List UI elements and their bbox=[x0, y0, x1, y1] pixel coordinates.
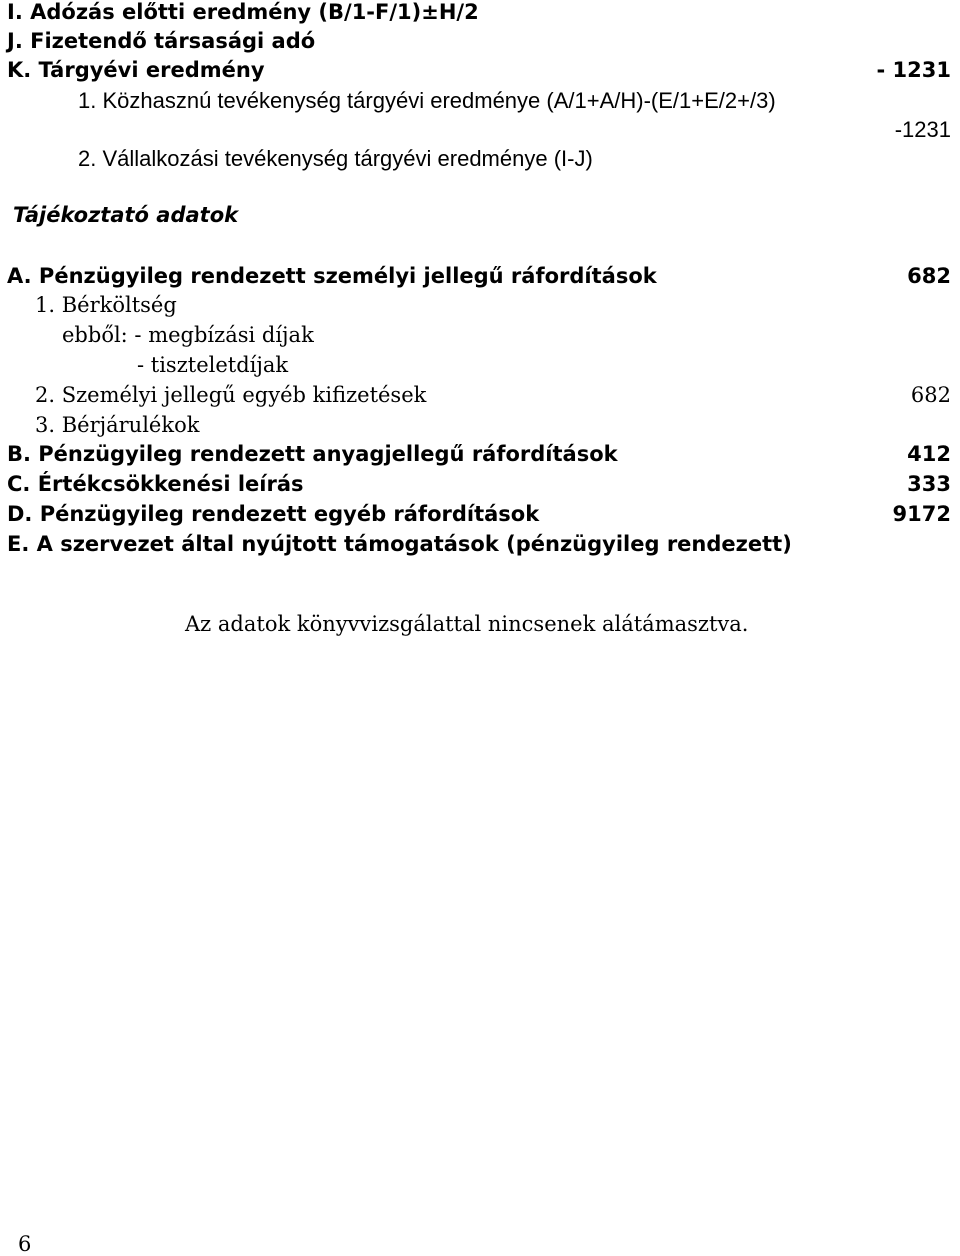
row-j bbox=[0, 29, 960, 59]
audit-note: Az adatok könyvvizsgálattal nincsenek alátámasztva. bbox=[185, 612, 749, 636]
row-k2-label: 2. Vállalkozási tevékenység tárgyévi eredménye (I-J) bbox=[78, 146, 593, 171]
row-c-value: 333 bbox=[907, 472, 951, 496]
row-a-value: 682 bbox=[907, 264, 951, 288]
row-a bbox=[0, 264, 960, 294]
row-k bbox=[0, 58, 960, 88]
row-b-value: 412 bbox=[907, 442, 951, 466]
row-k-label: K. Tárgyévi eredmény bbox=[7, 58, 265, 82]
row-e-label: E. A szervezet által nyújtott támogatások (pénzügyileg rendezett) bbox=[7, 532, 792, 556]
section-heading-row bbox=[0, 203, 960, 233]
page-number: 6 bbox=[18, 1232, 32, 1256]
row-a2 bbox=[0, 383, 960, 413]
row-a1-sub1 bbox=[0, 323, 960, 353]
row-a3-label: 3. Bérjárulékok bbox=[35, 413, 200, 437]
row-k2 bbox=[0, 146, 960, 176]
row-b bbox=[0, 442, 960, 472]
row-a1 bbox=[0, 293, 960, 323]
row-k-value: - 1231 bbox=[876, 58, 951, 82]
row-a2-label: 2. Személyi jellegű egyéb kifizetések bbox=[35, 383, 427, 407]
row-a1-sub2 bbox=[0, 353, 960, 383]
row-a-label: A. Pénzügyileg rendezett személyi jellegű ráfordítások bbox=[7, 264, 657, 288]
row-d-label: D. Pénzügyileg rendezett egyéb ráfordítások bbox=[7, 502, 540, 526]
row-k1-value: -1231 bbox=[894, 117, 951, 142]
row-k1-label: 1. Közhasznú tevékenység tárgyévi eredménye (A/1+A/H)-(E/1+E/2+/3) bbox=[78, 88, 776, 113]
row-a1-sub2-label: - tiszteletdíjak bbox=[137, 353, 289, 377]
row-c bbox=[0, 472, 960, 502]
row-a1-label: 1. Bérköltség bbox=[35, 293, 177, 317]
row-b-label: B. Pénzügyileg rendezett anyagjellegű ráfordítások bbox=[7, 442, 618, 466]
row-k1-value-line bbox=[0, 117, 960, 147]
row-e bbox=[0, 532, 960, 562]
row-d bbox=[0, 502, 960, 532]
row-a3 bbox=[0, 413, 960, 443]
row-k1 bbox=[0, 88, 960, 118]
row-a2-value: 682 bbox=[910, 383, 951, 407]
section-title: Tájékoztató adatok bbox=[13, 203, 239, 227]
row-a1-sub1-label: ebből: - megbízási díjak bbox=[62, 323, 314, 347]
row-d-value: 9172 bbox=[892, 502, 951, 526]
row-i-label: I. Adózás előtti eredmény (B/1-F/1)±H/2 bbox=[7, 0, 479, 24]
row-j-label: J. Fizetendő társasági adó bbox=[7, 29, 316, 53]
row-c-label: C. Értékcsökkenési leírás bbox=[7, 472, 304, 496]
row-i bbox=[0, 0, 960, 30]
